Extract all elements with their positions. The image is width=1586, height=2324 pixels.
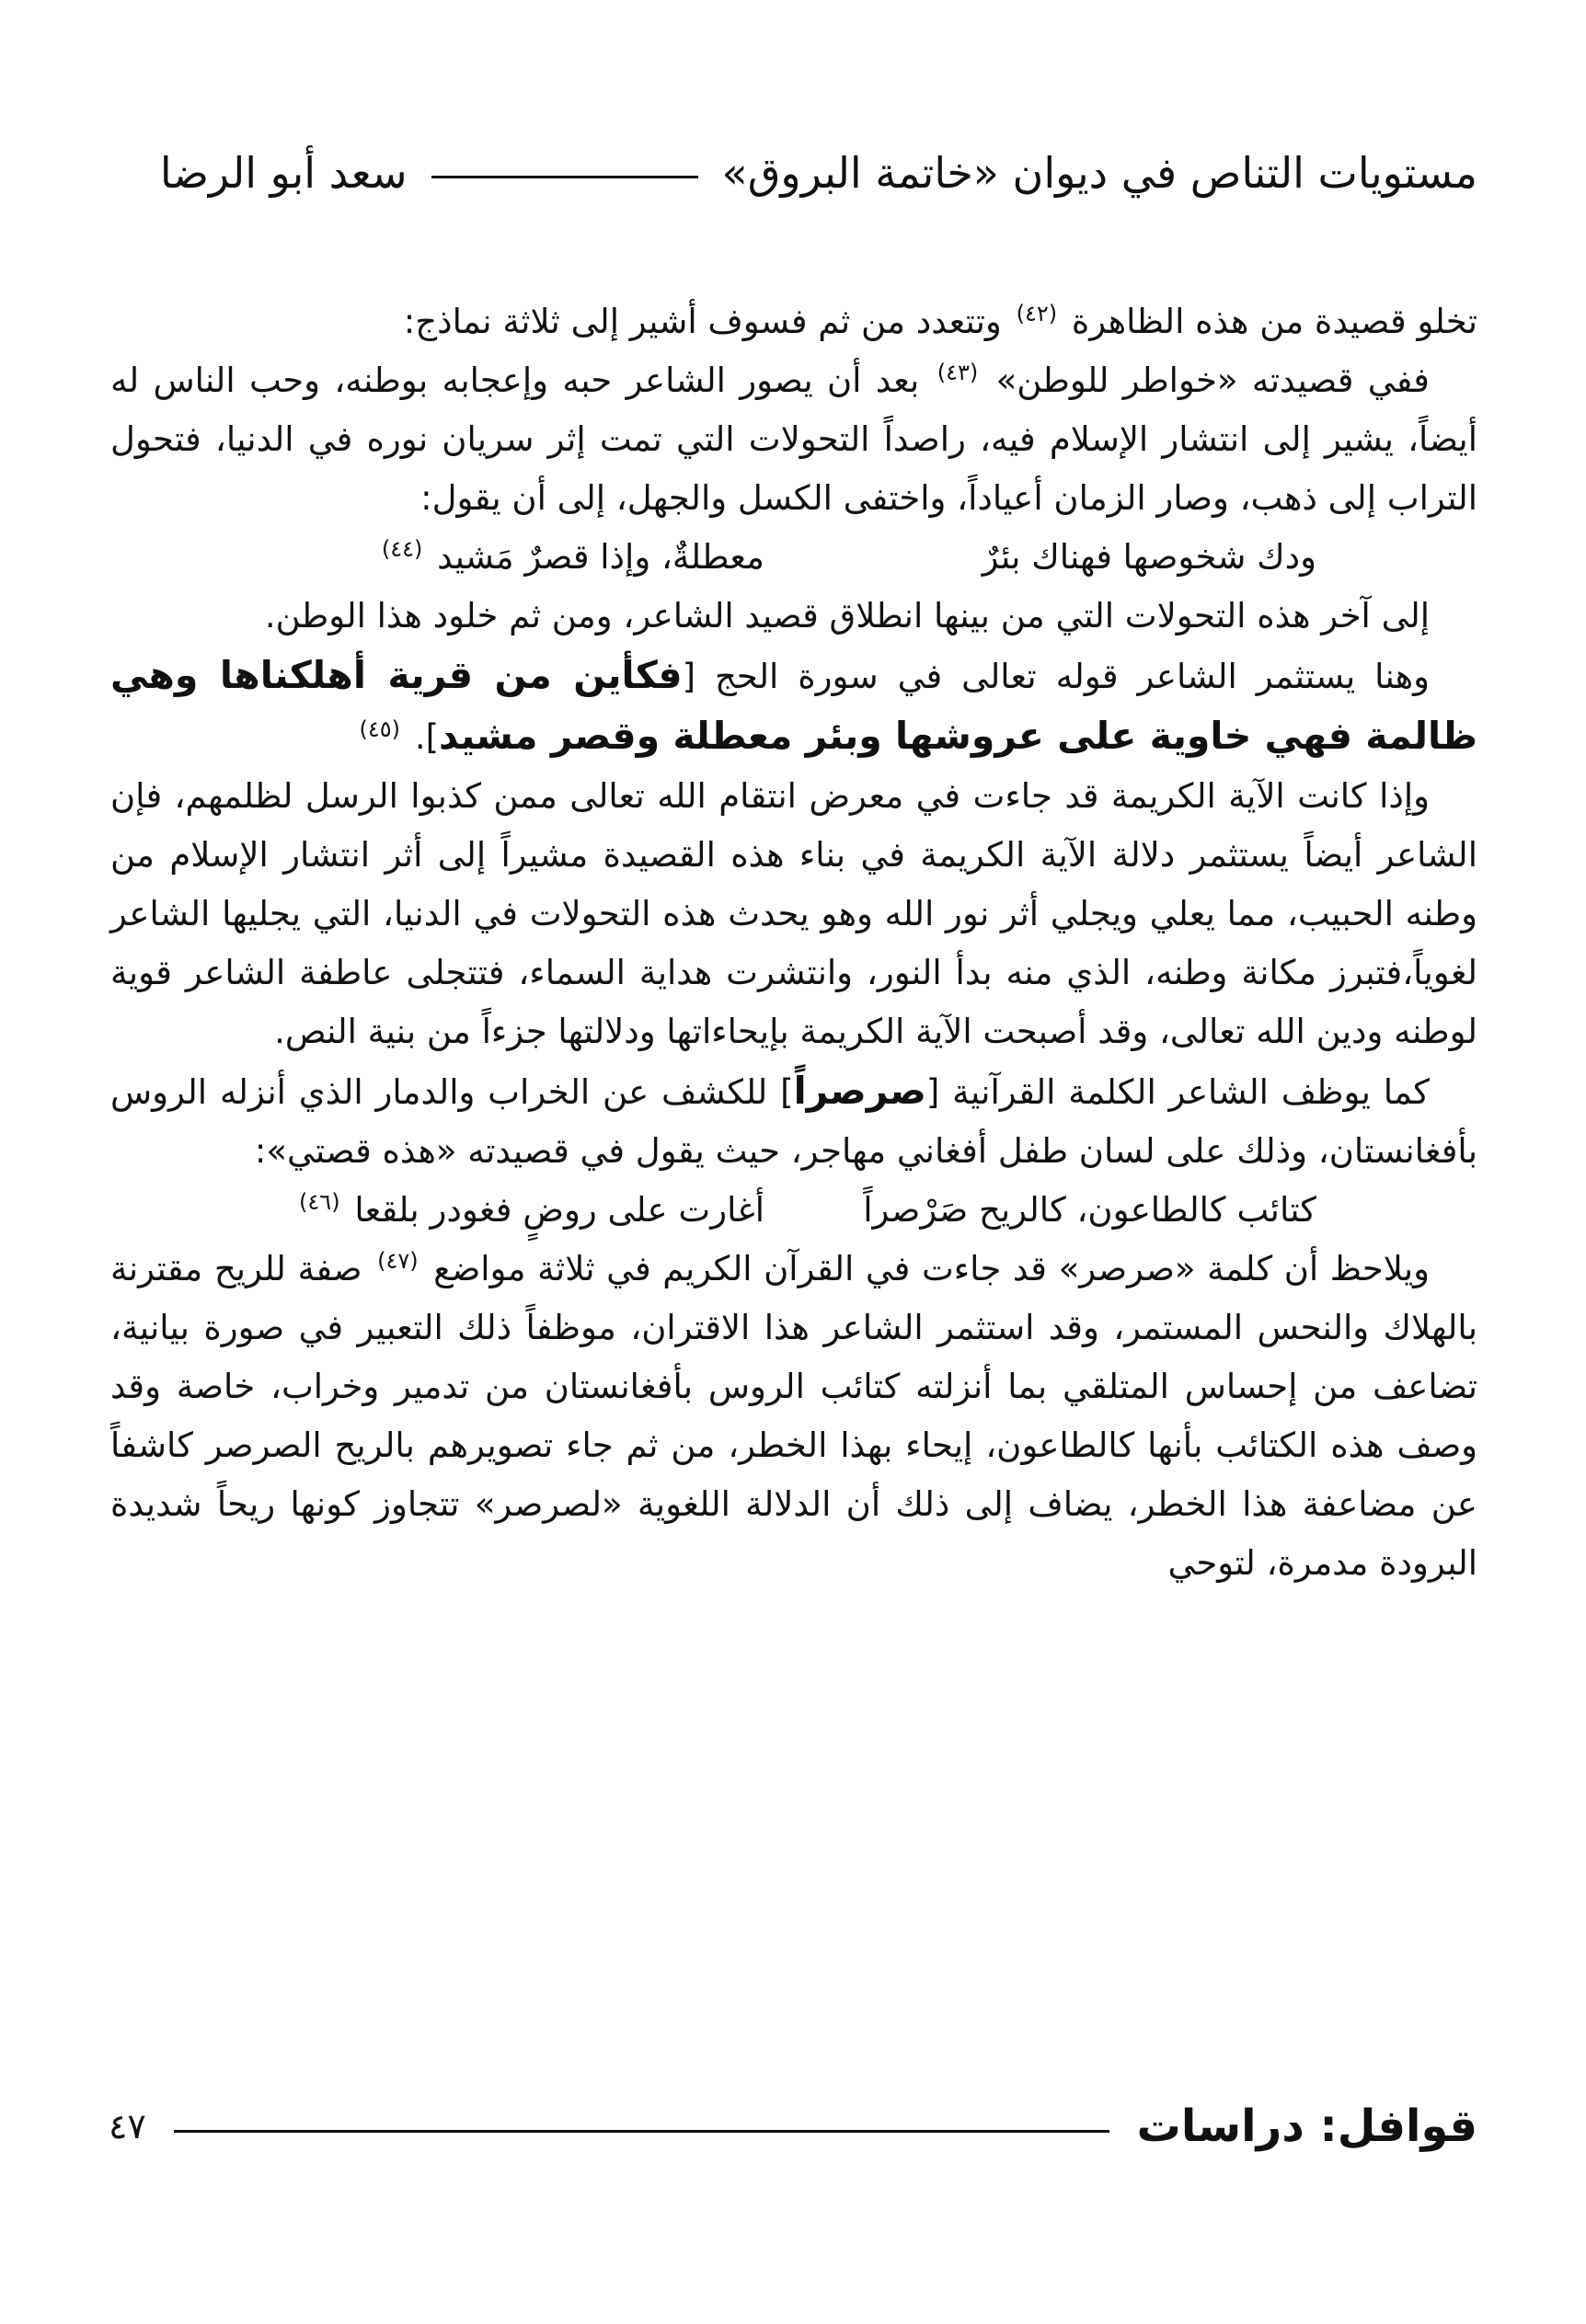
footnote-ref-43: (٤٣) [937, 359, 979, 385]
running-footer [109, 2089, 1477, 2163]
article-author: سعد أبو الرضا [159, 148, 408, 198]
poem-verse-2 [110, 1181, 1477, 1240]
verse-2-first-hemistich: كتائب كالطاعون، كالريح صَرْصراً [863, 1190, 1316, 1230]
footnote-ref-45: (٤٥) [359, 716, 401, 742]
paragraph-2: ففي قصيدته «خواطر للوطن» $^{(٤٣)}$ بعد أن يصور الشاعر حبه وإعجابه بوطنه، وحب الناس له أيضاً، يشير إلى انتشار الإسلام فيه، راصداً التحولات التي تمت إثر سريان نوره في الدنيا، فتحول التراب إلى ذهب، وصار الزمان أعياداً، واختفى الكسل والجهل، إلى أن يقول: [110, 359, 1477, 518]
paragraph-4: وهنا يستثمر الشاعر قوله تعالى في سورة الحج [فكأين من قرية أهلكناها وهي ظالمة فهي خاوية على عروشها وبئر معطلة وقصر مشيد]. $^{(٤٥)}$ [110, 653, 1477, 758]
body-text [110, 292, 1477, 1593]
verse-1-second-hemistich: معطلةٌ، وإذا قصرٌ مَشيد $^{(٤٤)}$ [378, 528, 764, 587]
paragraph-6: كما يوظف الشاعر الكلمة القرآنية [صرصراً] للكشف عن الخراب والدمار الذي أنزله الروس بأفغانستان، وذلك على لسان طفل أفغاني مهاجر، حيث يقول في قصيدته «هذه قصتي»: [110, 1069, 1477, 1171]
journal-name: قوافل: دراسات [1136, 2101, 1477, 2152]
paragraph-1: تخلو قصيدة من هذه الظاهرة $^{(٤٢)}$ وتتعدد من ثم فسوف أشير إلى ثلاثة نماذج: [403, 300, 1477, 341]
footnote-ref-42: (٤٢) [1016, 300, 1058, 326]
paragraph-7: ويلاحظ أن كلمة «صرصر» قد جاءت في القرآن الكريم في ثلاثة مواضع $^{(٤٧)}$ صفة للريح مقترنة بالهلاك والنحس المستمر، وقد استثمر الشاعر هذا الاقتران، موظفاً ذلك التعبير في صورة بيانية، تضاعف من إحساس المتلقي بما أنزلته كتائب الروس بأفغانستان من تدمير وخراب، خاصة وقد وصف هذه الكتائب بأنها كالطاعون، إيحاء بهذا الخطر، من ثم جاء تصويرهم بالريح الصرصر كاشفاً عن مضاعفة هذا الخطر، يضاف إلى ذلك أن الدلالة اللغوية «لصرصر» تتجاوز كونها ريحاً شديدة البرودة مدمرة، لتوحي [110, 1247, 1477, 1583]
footnote-ref-46: (٤٦) [299, 1188, 340, 1215]
verse-2-second-hemistich: أغارت على روضٍ فغودر بلقعا $^{(٤٦)}$ [295, 1181, 764, 1240]
paragraph-3: إلى آخر هذه التحولات التي من بينها انطلاق قصيد الشاعر، ومن ثم خلود هذا الوطن. [264, 596, 1430, 635]
running-header [109, 136, 1477, 210]
page-number: ٤٧ [109, 2106, 146, 2147]
footnote-ref-47: (٤٧) [377, 1247, 419, 1274]
verse-1-first-hemistich: ودك شخوصها فهناك بئرٌ [982, 537, 1316, 577]
paragraph-5: وإذا كانت الآية الكريمة قد جاءت في معرض انتقام الله تعالى ممن كذبوا الرسل لظلمهم، فإن الشاعر أيضاً يستثمر دلالة الآية الكريمة في بناء هذه القصيدة مشيراً إلى أثر انتشار الإسلام من وطنه الحبيب، مما يعلي ويجلي أثر نور الله وهو يحدث هذه التحولات في الدنيا، التي يجليها الشاعر لغوياً،فتبرز مكانة وطنه، الذي منه بدأ النور، وانتشرت هداية السماء، فتتجلى عاطفة الشاعر قوية لوطنه ودين الله تعالى، وقد أصبحت الآية الكريمة بإيحاءاتها ودلالتها جزءاً من بنية النص. [110, 776, 1477, 1051]
quran-word-sarsar: صرصراً [793, 1069, 926, 1113]
header-rule [431, 176, 698, 178]
footnote-ref-44: (٤٤) [381, 535, 423, 562]
quran-verse-hajj: فكأين من قرية أهلكناها وهي ظالمة فهي خاوية على عروشها وبئر معطلة وقصر مشيد [110, 653, 1477, 758]
article-title: مستويات التناص في ديوان «خاتمة البروق» [721, 148, 1477, 198]
poem-verse-1 [110, 528, 1477, 587]
footer-rule [174, 2130, 1109, 2133]
